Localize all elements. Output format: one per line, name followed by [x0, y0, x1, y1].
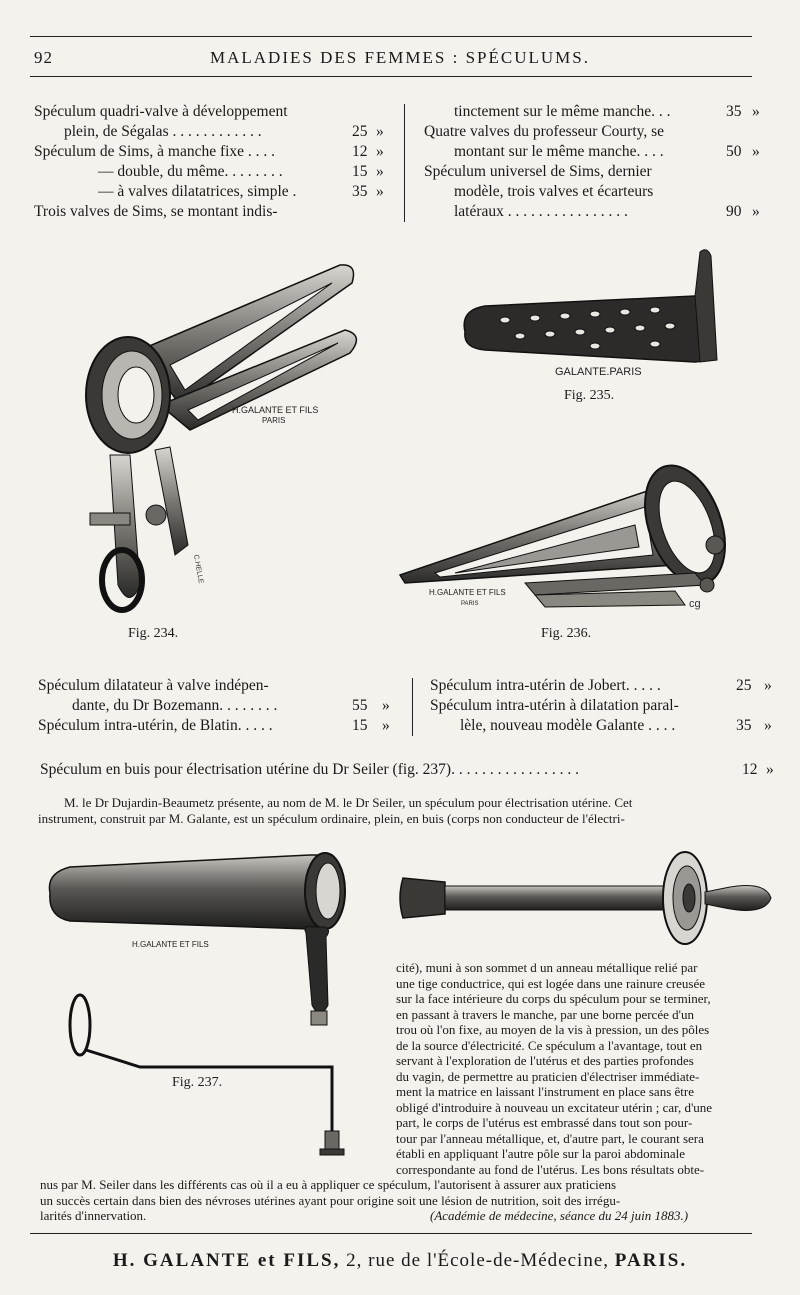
conclusion-paragraph — [40, 1177, 785, 1224]
maker-mark: GALANTE.PARIS — [555, 366, 642, 378]
list-item: latéraux . . . . . . . . . . . . . . . . 90 » — [454, 203, 760, 220]
list-item: — à valves dilatatrices, simple . 35 » — [98, 183, 384, 200]
maker-mark: H.GALANTE ET FILS — [232, 405, 319, 415]
text-line — [40, 1208, 785, 1224]
fig-237-caption: Fig. 237. — [172, 1075, 223, 1090]
text-line: de la source d'électricité. Ce spéculum a l'avantage, tout en — [396, 1037, 703, 1053]
maker-mark: H.GALANTE ET FILS — [132, 940, 209, 949]
seiler-item — [40, 760, 774, 780]
maker-city: PARIS — [262, 416, 286, 425]
text-line: cité), muni à son sommet d un anneau métallique relié par — [396, 960, 698, 975]
header-rule — [30, 76, 752, 77]
page-title: MALADIES DES FEMMES : SPÉCULUMS. — [210, 48, 590, 67]
fig-234-illustration — [70, 255, 390, 625]
fig-237-illustration — [40, 845, 360, 1165]
fig-235-caption: Fig. 235. — [564, 388, 615, 403]
engraver-signature: cg — [689, 598, 701, 610]
text-line: du vagin, de permettre au praticien d'électriser immédiate- — [396, 1068, 700, 1084]
text-line: obligé d'introduire à nouveau un excitateur utérin ; car, d'une — [396, 1099, 713, 1115]
list-item: tinctement sur le même manche. . . 35 » — [454, 103, 760, 120]
list-item: Spéculum intra-utérin, de Blatin. . . . . 15 » — [38, 717, 390, 734]
top-rule — [30, 36, 752, 37]
footer-rule — [30, 1233, 752, 1234]
text-line: part, le corps de l'utérus est embrassé dans tout son pour- — [396, 1115, 693, 1130]
firm-city: PARIS. — [614, 1250, 688, 1271]
publisher-footer — [0, 1250, 800, 1272]
firm-name: H. GALANTE et FILS, — [112, 1250, 341, 1271]
description-paragraph — [396, 960, 780, 1177]
list-item: montant sur le même manche. . . . 50 » — [454, 143, 760, 160]
text-line: un succès certain dans bien des névroses utérines ayant pour origine soit une lésion de nutrition, soit des irrégu- — [40, 1192, 621, 1208]
text-line: instrument, construit par M. Galante, est un spéculum ordinaire, plein, en buis (corps non conducteur de l'électri- — [38, 810, 625, 826]
list-item: lèle, nouveau modèle Galante . . . . 35 » — [460, 717, 772, 734]
column-separator — [412, 678, 413, 736]
fig-235-illustration — [455, 250, 730, 380]
text-line: en passant à travers le manche, par une borne percée d'un — [396, 1006, 694, 1022]
text-line: sur la face intérieure du corps du spéculum pour se terminer, — [396, 991, 711, 1006]
list-item: Spéculum quadri-valve à développement — [34, 103, 288, 120]
top-right-list — [424, 102, 768, 222]
list-item: plein, de Ségalas . . . . . . . . . . . . 25 » — [64, 123, 384, 140]
list-item: dante, du Dr Bozemann. . . . . . . . 55 » — [72, 697, 390, 714]
text-line-end: larités d'innervation. — [40, 1208, 147, 1223]
text-line: correspondante au fond de l'utérus. Les bons résultats obte- — [396, 1161, 705, 1177]
maker-mark: H.GALANTE ET FILS — [429, 588, 506, 597]
text-line: établi en appliquant l'autre pôle sur la paroi abdominale — [396, 1146, 685, 1161]
page-number: 92 — [34, 48, 53, 67]
fig-236-caption: Fig. 236. — [541, 626, 592, 641]
intro-paragraph — [38, 795, 778, 826]
text-line: trou où l'on fixe, au moyen de la vis à pression, un des pôles — [396, 1022, 710, 1037]
maker-city: PARIS — [461, 601, 479, 607]
list-item: Spéculum intra-utérin à dilatation paral- — [430, 697, 679, 714]
firm-address: 2, rue de l'École-de-Médecine, — [346, 1250, 610, 1271]
text-line: nus par M. Seiler dans les différents cas où il a eu à appliquer ce spéculum, l'autorisent à assurer aux praticiens — [40, 1177, 617, 1192]
list-item: — double, du même. . . . . . . . 15 » — [98, 163, 384, 180]
list-item: Spéculum de Sims, à manche fixe . . . . 12 » — [34, 143, 384, 160]
column-separator — [404, 104, 405, 222]
electrode-illustration — [395, 848, 775, 948]
top-left-list — [34, 102, 396, 222]
fig-234-caption: Fig. 234. — [128, 626, 179, 641]
list-item: Spéculum dilatateur à valve indépen- — [38, 677, 269, 694]
mid-right-list — [430, 676, 774, 736]
fig-236-illustration — [395, 455, 740, 620]
list-item: Quatre valves du professeur Courty, se — [424, 123, 665, 140]
text-line: ment la matrice en laissant l'instrument en place sans être — [396, 1084, 694, 1099]
list-item: Spéculum intra-utérin de Jobert. . . . . 25 » — [430, 677, 772, 694]
citation: (Académie de médecine, séance du 24 juin 1883.) — [430, 1208, 689, 1223]
engraver-signature: C.HELLE — [192, 554, 204, 585]
list-item: Spéculum en buis pour électrisation utérine du Dr Seiler (fig. 237). . . . . . . . . . . . . . . . . 12 » — [40, 761, 774, 778]
list-item: Trois valves de Sims, se montant indis- — [34, 203, 278, 220]
mid-left-list — [38, 676, 400, 736]
list-item: Spéculum universel de Sims, dernier — [424, 163, 652, 180]
text-line: tour par l'anneau métallique, et, d'autre part, le courant sera — [396, 1130, 704, 1146]
text-line: une tige conductrice, qui est logée dans une rainure creusée — [396, 975, 705, 991]
text-line: servant à l'exploration de l'utérus et des parties profondes — [396, 1053, 694, 1068]
text-line: M. le Dr Dujardin-Beaumetz présente, au nom de M. le Dr Seiler, un spéculum pour électrisation utérine. Cet — [64, 795, 633, 810]
list-item: modèle, trois valves et écarteurs — [454, 183, 654, 200]
